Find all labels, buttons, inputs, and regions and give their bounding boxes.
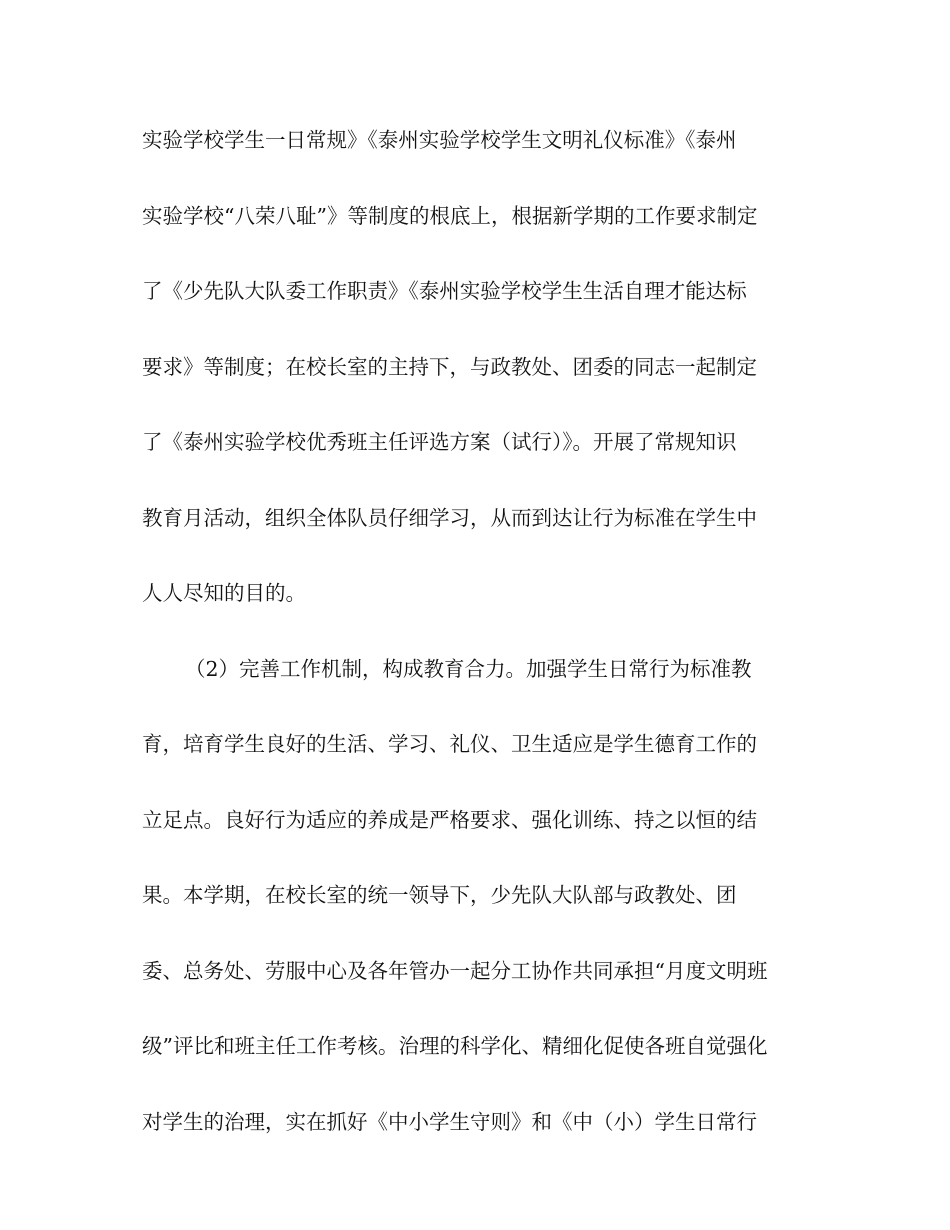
text-line: 级”评比和班主任工作考核。治理的科学化、精细化促使各班自觉强化 [142, 1034, 768, 1058]
text-line: 了《少先队大队委工作职责》《泰州实验学校学生生活自理才能达标 [142, 279, 747, 303]
body-text [142, 120, 812, 1177]
text-line: 立足点。良好行为适应的养成是严格要求、强化训练、持之以恒的结 [142, 807, 757, 832]
text-line: 实验学校“八荣八耻”》等制度的根底上，根据新学期的工作要求制定 [142, 203, 758, 228]
text-line: 委、总务处、劳服中心及各年管办一起分工协作共同承担“月度文明班 [142, 958, 768, 983]
paragraph-first-line: （2）完善工作机制，构成教育合力。加强学生日常行为标准教 [185, 656, 752, 681]
text-line: 要求》等制度；在校长室的主持下，与政教处、团委的同志一起制定 [142, 354, 757, 379]
text-line: 对学生的治理，实在抓好《中小学生守则》和《中（小）学生日常行 [142, 1109, 757, 1134]
text-line: 育，培育学生良好的生活、学习、礼仪、卫生适应是学生德育工作的 [142, 732, 757, 756]
text-line: 果。本学期，在校长室的统一领导下，少先队大队部与政教处、团 [142, 883, 737, 907]
text-line: 了《泰州实验学校优秀班主任评选方案（试行）》。开展了常规知识 [142, 430, 737, 454]
text-line: 人人尽知的目的。 [142, 581, 306, 605]
text-line: 教育月活动，组织全体队员仔细学习，从而到达让行为标准在学生中 [142, 505, 757, 530]
text-line: 实验学校学生一日常规》《泰州实验学校学生文明礼仪标准》《泰州 [142, 128, 737, 152]
